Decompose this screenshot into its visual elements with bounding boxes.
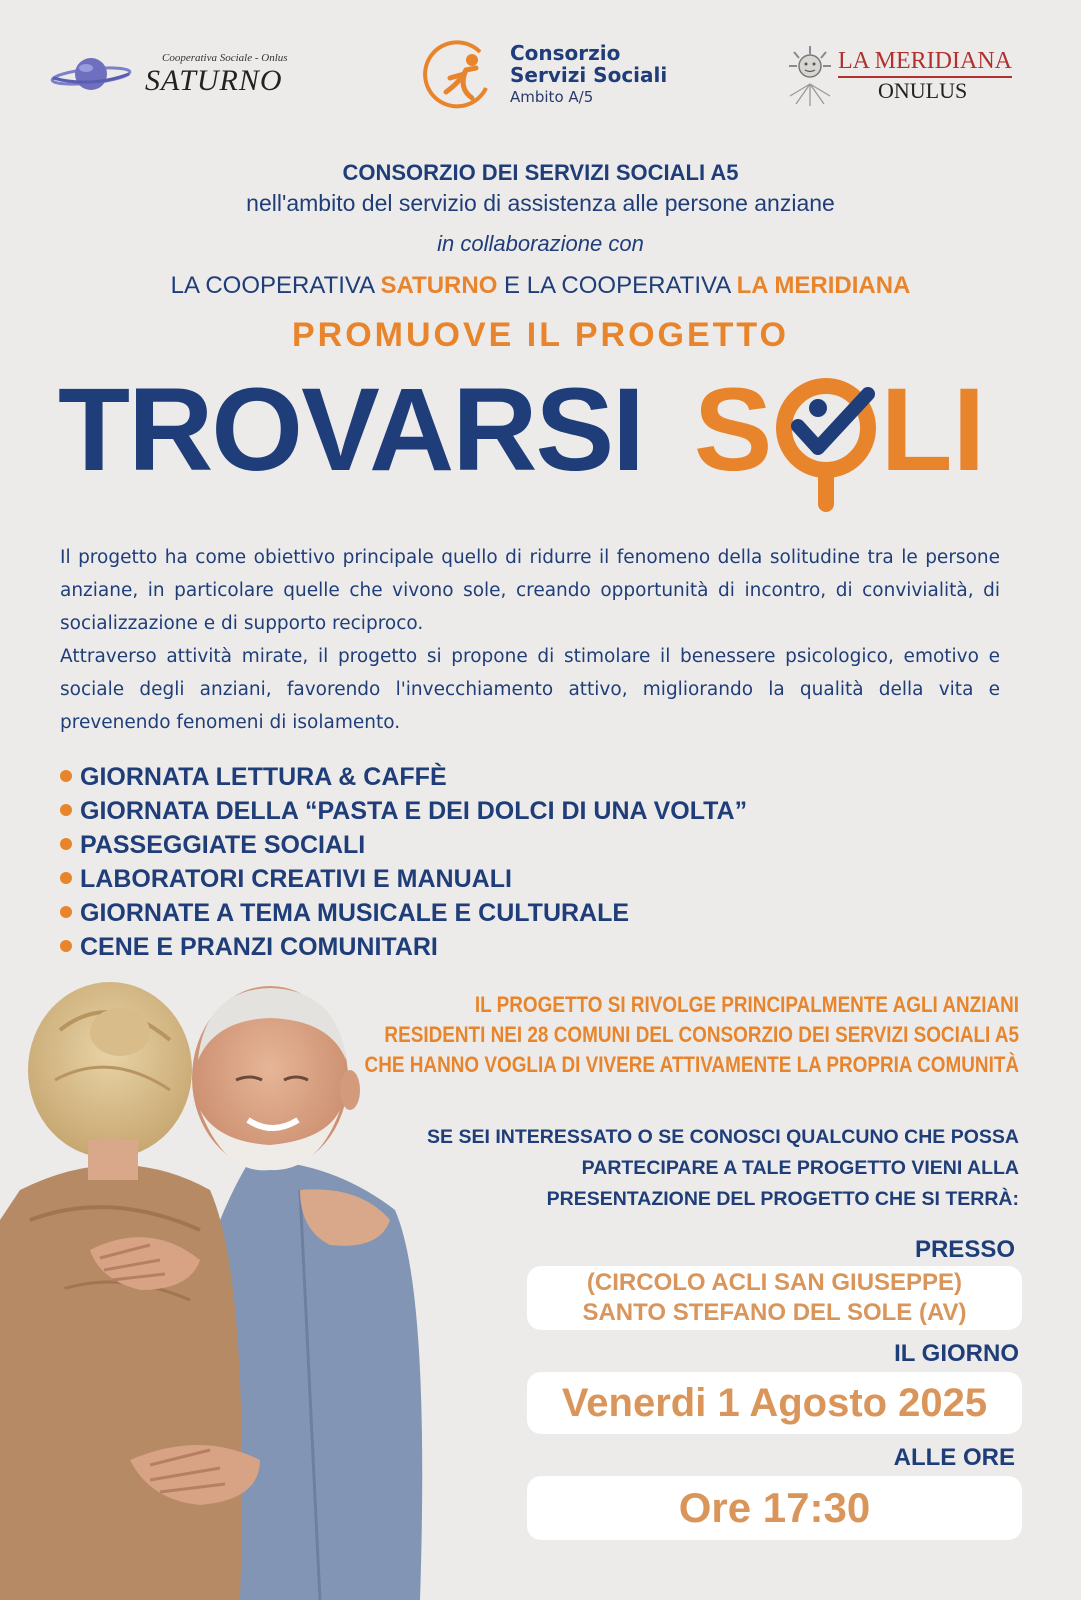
consorzio-logo xyxy=(420,36,680,116)
saturno-tagline: Cooperativa Sociale - Onlus xyxy=(162,52,288,64)
consorzio-logo-line3: Ambito A/5 xyxy=(510,88,594,106)
ore-label: ALLE ORE xyxy=(893,1444,1015,1471)
ambito-line: nell'ambito del servizio di assistenza alle persone anziane xyxy=(246,190,835,216)
title-trovarsi: TROVARSI xyxy=(58,364,643,496)
bullet-icon xyxy=(60,804,72,816)
venue-box xyxy=(527,1266,1022,1330)
activity-label: LABORATORI CREATIVI E MANUALI xyxy=(80,865,512,893)
consorzio-logo-line1: Consorzio xyxy=(510,41,621,65)
meridiana-name: LA MERIDIANA xyxy=(838,48,1012,78)
running-figure-icon xyxy=(420,38,502,114)
activity-label: GIORNATE A TEMA MUSICALE E CULTURALE xyxy=(80,899,630,927)
cooperative-line xyxy=(0,272,1081,300)
invitation-line: PARTECIPARE A TALE PROGETTO VIENI ALLA xyxy=(581,1157,1019,1179)
list-item xyxy=(60,828,747,862)
description-paragraph-1: Il progetto ha come obiettivo principale quello di ridurre il fenomeno della solitudine tra le persone anziane, in particolare quelle che vivono sole, creando opportunità di incontro, di convivialità, di socializzazione e di supporto reciproco. xyxy=(60,547,1000,634)
bullet-icon xyxy=(60,838,72,850)
planet-icon xyxy=(50,52,132,96)
invitation-line: PRESENTAZIONE DEL PROGETTO CHE SI TERRÀ: xyxy=(546,1188,1019,1210)
time-box: Ore 17:30 xyxy=(527,1476,1022,1540)
bullet-icon xyxy=(60,906,72,918)
coop-saturno: SATURNO xyxy=(380,272,498,299)
activity-label: CENE E PRANZI COMUNITARI xyxy=(80,933,438,961)
description-paragraph-2: Attraverso attività mirate, il progetto si propone di stimolare il benessere psicologico, emotivo e sociale degli anziani, favorendo l'invecchiamento attivo, migliorando la qualità della vita e prevenendo fenomeni di isolamento. xyxy=(60,646,1000,733)
venue-line-1: (CIRCOLO ACLI SAN GIUSEPPE) xyxy=(586,1269,963,1296)
activity-label: PASSEGGIATE SOCIALI xyxy=(80,831,366,859)
bullet-icon xyxy=(60,940,72,952)
bullet-icon xyxy=(60,872,72,884)
target-line: CHE HANNO VOGLIA DI VIVERE ATTIVAMENTE LA PROPRIA COMUNITÀ xyxy=(364,1052,1019,1077)
title-li: LI xyxy=(880,364,986,496)
presso-label: PRESSO xyxy=(914,1236,1015,1263)
list-item xyxy=(60,896,747,930)
list-item xyxy=(60,862,747,896)
coop-prefix: LA COOPERATIVA xyxy=(170,272,381,299)
invitation-line: SE SEI INTERESSATO O SE CONOSCI QUALCUNO CHE POSSA xyxy=(427,1126,1019,1148)
saturno-logo xyxy=(50,48,330,108)
consorzio-logo-line2: Servizi Sociali xyxy=(510,63,668,87)
collaborazione-line: in collaborazione con xyxy=(437,231,644,256)
coop-meridiana: LA MERIDIANA xyxy=(736,272,911,299)
consorzio-logo-text xyxy=(510,42,667,108)
saturno-name: SATURNO xyxy=(145,64,283,97)
date-box: Venerdi 1 Agosto 2025 xyxy=(527,1372,1022,1434)
meridiana-logo xyxy=(788,44,1048,114)
activity-label: GIORNATA LETTURA & CAFFÈ xyxy=(80,763,447,791)
magnifier-check-icon xyxy=(772,374,880,534)
venue-line-2: SANTO STEFANO DEL SOLE (AV) xyxy=(582,1299,967,1326)
list-item xyxy=(60,760,747,794)
invitation-text xyxy=(427,1122,1019,1215)
meridiana-sub: ONULUS xyxy=(878,78,968,103)
list-item xyxy=(60,930,747,964)
project-title xyxy=(58,360,985,500)
target-line: IL PROGETTO SI RIVOLGE PRINCIPALMENTE AGLI ANZIANI xyxy=(474,992,1019,1017)
activities-list xyxy=(60,760,747,964)
consorzio-heading: CONSORZIO DEI SERVIZI SOCIALI A5 xyxy=(342,160,739,185)
giorno-label: IL GIORNO xyxy=(894,1340,1019,1367)
promuove-heading: PROMUOVE IL PROGETTO xyxy=(291,316,790,354)
list-item xyxy=(60,794,747,828)
title-s: S xyxy=(693,364,773,496)
target-audience xyxy=(364,990,1019,1080)
bullet-icon xyxy=(60,770,72,782)
activity-label: GIORNATA DELLA “PASTA E DEI DOLCI DI UNA VOLTA” xyxy=(80,797,748,825)
target-line: RESIDENTI NEI 28 COMUNI DEL CONSORZIO DEI SERVIZI SOCIALI A5 xyxy=(384,1022,1019,1047)
coop-middle: E LA COOPERATIVA xyxy=(497,272,737,299)
sun-icon xyxy=(788,44,832,108)
